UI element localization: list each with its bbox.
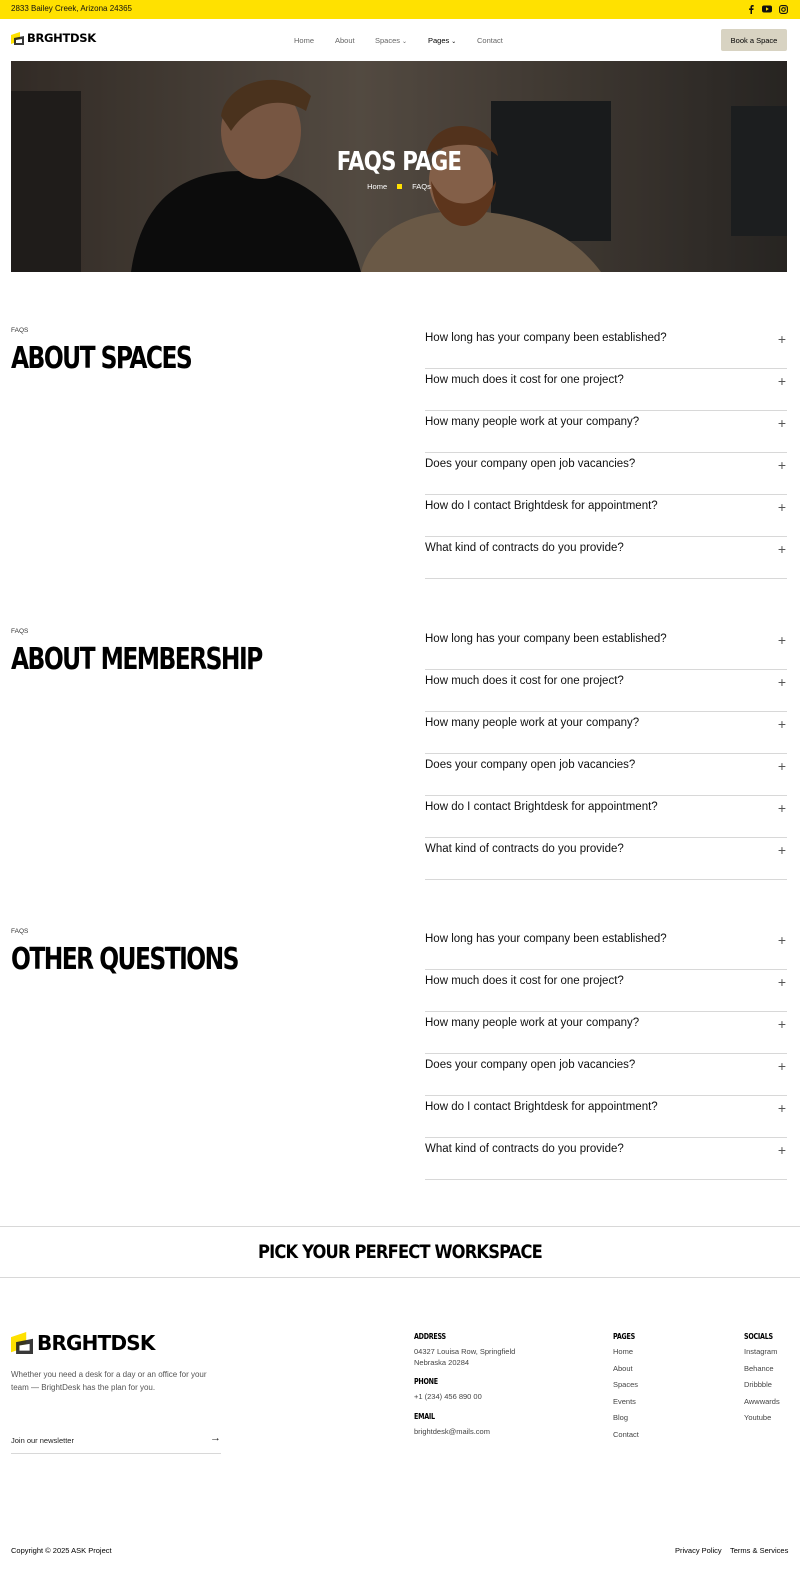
nav-spaces[interactable] [375, 36, 407, 45]
plus-icon[interactable]: + [777, 632, 786, 648]
hero-banner [11, 61, 787, 272]
faq-section-spaces [0, 327, 800, 587]
plus-icon[interactable]: + [777, 1058, 786, 1074]
faq-question: How do I contact Brightdesk for appointment? [425, 801, 658, 813]
brand-logo[interactable] [11, 31, 96, 45]
address-line-1: 04327 Louisa Row, Springfield [414, 1347, 516, 1356]
phone-heading: PHONE [414, 1377, 438, 1386]
footer-socials [744, 1332, 780, 1429]
nav-home[interactable]: Home [294, 36, 315, 45]
section-tag: FAQS [11, 928, 29, 935]
faq-question: How many people work at your company? [425, 717, 640, 729]
plus-icon[interactable]: + [777, 1016, 786, 1032]
plus-icon[interactable]: + [777, 716, 786, 732]
breadcrumb-home[interactable]: Home [367, 182, 388, 191]
privacy-policy-link[interactable]: Privacy Policy [675, 1546, 722, 1555]
instagram-icon[interactable] [777, 3, 789, 15]
footer-logo[interactable] [11, 1331, 155, 1355]
newsletter-label: Join our newsletter [11, 1436, 74, 1445]
faq-list [425, 628, 787, 880]
workspace-band [0, 1226, 800, 1278]
copyright: Copyright © 2025 ASK Project [11, 1546, 112, 1555]
address-heading: ADDRESS [414, 1332, 446, 1341]
footer-link-home[interactable]: Home [613, 1347, 634, 1356]
facebook-icon[interactable] [745, 3, 757, 15]
plus-icon[interactable]: + [777, 842, 786, 858]
faq-question: How much does it cost for one project? [425, 975, 624, 987]
faq-question: What kind of contracts do you provide? [425, 1143, 624, 1155]
section-title: ABOUT SPACES [11, 341, 192, 376]
footer-link-instagram[interactable]: Instagram [744, 1347, 778, 1356]
faq-item[interactable] [425, 369, 787, 411]
faq-question: Does your company open job vacancies? [425, 1059, 636, 1071]
faq-item[interactable] [425, 537, 787, 579]
plus-icon[interactable]: + [777, 1100, 786, 1116]
footer-contact [414, 1332, 515, 1437]
footer-link-dribbble[interactable]: Dribbble [744, 1380, 772, 1389]
faq-question: How much does it cost for one project? [425, 374, 624, 386]
band-heading: PICK YOUR PERFECT WORKSPACE [258, 1241, 542, 1263]
faq-list [425, 327, 787, 579]
chevron-down-icon: ⌄ [402, 39, 408, 45]
faq-question: How long has your company been established? [425, 933, 667, 945]
faq-question: How many people work at your company? [425, 1017, 640, 1029]
faq-item[interactable] [425, 1012, 787, 1054]
section-title: ABOUT MEMBERSHIP [11, 642, 262, 677]
faq-question: How do I contact Brightdesk for appointment? [425, 500, 658, 512]
faq-item[interactable] [425, 796, 787, 838]
footer-link-youtube[interactable]: Youtube [744, 1413, 772, 1422]
faq-item[interactable] [425, 928, 787, 970]
footer-link-about[interactable]: About [613, 1363, 633, 1373]
faq-item[interactable] [425, 670, 787, 712]
plus-icon[interactable]: + [777, 331, 786, 347]
faq-section-membership [0, 628, 800, 888]
faq-item[interactable] [425, 838, 787, 880]
faq-question: Does your company open job vacancies? [425, 759, 636, 771]
footer-link-behance[interactable]: Behance [744, 1363, 774, 1373]
phone-value[interactable]: +1 (234) 456 890 00 [414, 1392, 482, 1401]
logo-mark-icon [11, 1332, 33, 1354]
faq-item[interactable] [425, 1054, 787, 1096]
faq-question: How many people work at your company? [425, 416, 640, 428]
chevron-down-icon: ⌄ [451, 39, 457, 45]
faq-item[interactable] [425, 712, 787, 754]
faq-question: How long has your company been established? [425, 332, 667, 344]
footer-brand-name: BRGHTDSK [37, 1331, 155, 1355]
footer-link-events[interactable]: Events [613, 1396, 636, 1406]
topbar-address: 2833 Bailey Creek, Arizona 24365 [11, 4, 132, 13]
page-title: FAQS PAGE [336, 147, 462, 177]
plus-icon[interactable]: + [777, 932, 786, 948]
plus-icon[interactable]: + [777, 541, 786, 557]
faq-question: What kind of contracts do you provide? [425, 542, 624, 554]
faq-question: Does your company open job vacancies? [425, 458, 636, 470]
faq-item[interactable] [425, 1138, 787, 1180]
footer-link-awwwards[interactable]: Awwwards [744, 1396, 780, 1406]
breadcrumb [11, 182, 787, 191]
brand-name: BRGHTDSK [27, 31, 96, 45]
nav-spaces-label: Spaces [375, 36, 401, 45]
faq-question: How much does it cost for one project? [425, 675, 624, 687]
section-tag: FAQS [11, 628, 29, 635]
plus-icon[interactable]: + [777, 373, 786, 389]
nav-about[interactable]: About [335, 36, 355, 45]
faq-item[interactable] [425, 495, 787, 537]
socials-heading: SOCIALS [744, 1332, 773, 1341]
footer-link-contact[interactable]: Contact [613, 1429, 639, 1439]
faq-item[interactable] [425, 628, 787, 670]
faq-list [425, 928, 787, 1180]
plus-icon[interactable]: + [777, 974, 786, 990]
faq-item[interactable] [425, 970, 787, 1012]
logo-mark-icon [11, 32, 24, 45]
faq-question: How do I contact Brightdesk for appointment? [425, 1101, 658, 1113]
plus-icon[interactable]: + [777, 758, 786, 774]
nav-pages-label: Pages [428, 36, 450, 45]
footer-pages [613, 1332, 639, 1445]
pages-heading: PAGES [613, 1332, 635, 1341]
footer-link-blog[interactable]: Blog [613, 1413, 629, 1422]
book-space-button[interactable]: Book a Space [721, 29, 787, 51]
terms-link[interactable]: Terms & Services [730, 1546, 789, 1555]
footer-link-spaces[interactable]: Spaces [613, 1380, 639, 1389]
faq-question: How long has your company been established? [425, 633, 667, 645]
faq-item[interactable] [425, 327, 787, 369]
email-value[interactable]: brightdesk@mails.com [414, 1427, 490, 1436]
nav-pages[interactable] [428, 36, 456, 45]
email-heading: EMAIL [414, 1412, 435, 1421]
plus-icon[interactable]: + [777, 800, 786, 816]
youtube-icon[interactable] [761, 3, 773, 15]
breadcrumb-current: FAQs [412, 182, 431, 191]
faq-item[interactable] [425, 453, 787, 495]
top-bar [0, 0, 800, 19]
faq-item[interactable] [425, 754, 787, 796]
nav-contact[interactable]: Contact [477, 36, 503, 45]
plus-icon[interactable]: + [777, 415, 786, 431]
faq-item[interactable] [425, 1096, 787, 1138]
faq-question: What kind of contracts do you provide? [425, 843, 624, 855]
main-navigation [0, 19, 800, 61]
faq-section-other [0, 928, 800, 1188]
footer-description: Whether you need a desk for a day or an office for your team — BrightDesk has the plan for you. [11, 1370, 207, 1392]
plus-icon[interactable]: + [777, 457, 786, 473]
plus-icon[interactable]: + [777, 499, 786, 515]
section-title: OTHER QUESTIONS [11, 942, 238, 977]
address-line-2: Nebraska 20284 [414, 1358, 470, 1367]
arrow-right-icon[interactable]: → [210, 1432, 221, 1444]
section-tag: FAQS [11, 327, 29, 334]
newsletter-field[interactable] [11, 1432, 221, 1454]
faq-item[interactable] [425, 411, 787, 453]
breadcrumb-separator [397, 184, 402, 189]
plus-icon[interactable]: + [777, 674, 786, 690]
plus-icon[interactable]: + [777, 1142, 786, 1158]
